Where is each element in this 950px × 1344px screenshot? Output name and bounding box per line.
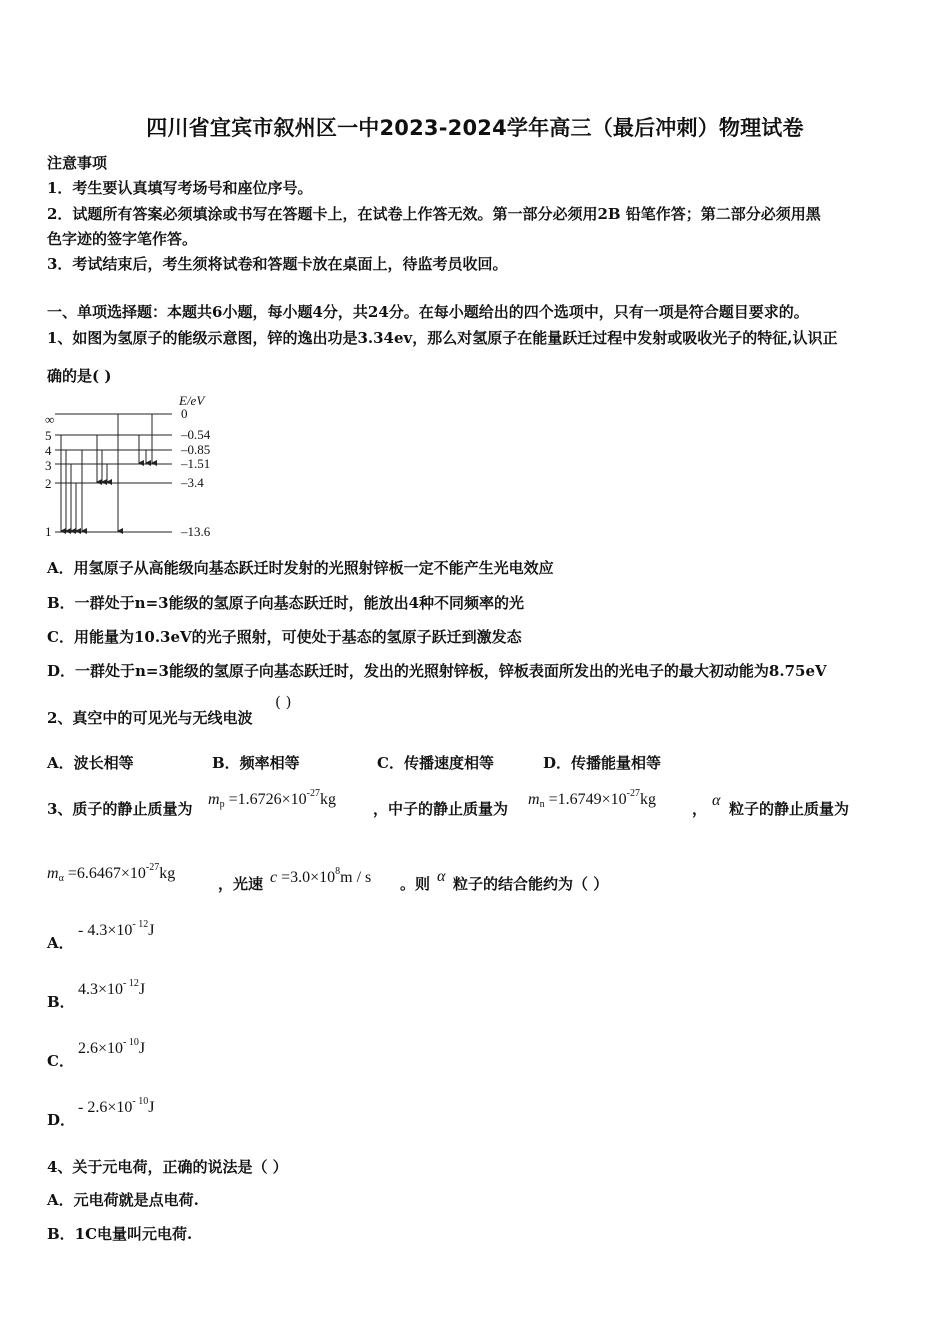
- proton-mass-formula: $m_p =1.6726\times 10^{-27}kg$: [208, 788, 336, 810]
- question-3-stem-g: 粒子的结合能约为（ ）: [453, 875, 609, 893]
- q1-option-d: D．一群处于n=3能级的氢原子向基态跃迁时，发出的光照射锌板，锌板表面所发出的光电子的最大初动能为8.75eV: [47, 662, 827, 680]
- q3-option-b-label: B．: [47, 993, 75, 1011]
- level-energy: –1.51: [181, 456, 211, 471]
- level-energy: –3.4: [181, 475, 204, 490]
- question-3-stem-d: 粒子的静止质量为: [729, 800, 850, 818]
- notice-item: 2．试题所有答案必须填涂或书写在答题卡上，在试卷上作答无效。第一部分必须用2B 铅笔作答；第二部分必须用黑: [47, 205, 821, 223]
- q3-option-d-value: - $2.6\times 10^{- 10}J$: [78, 1096, 155, 1116]
- section-heading: 一、单项选择题：本题共6小题，每小题4分，共24分。在每小题给出的四个选项中，只有一项是符合题目要求的。: [47, 303, 809, 321]
- page-title: 四川省宜宾市叙州区一中2023-2024学年高三（最后冲刺）物理试卷: [146, 116, 804, 140]
- q3-option-a-label: A．: [47, 934, 74, 952]
- question-3-stem: 3、质子的静止质量为: [47, 800, 193, 818]
- level-n: 1: [45, 524, 52, 539]
- q1-option-c: C．用能量为10.3eV的光子照射，可使处于基态的氢原子跃迁到激发态: [47, 628, 522, 646]
- energy-level-diagram: [42, 392, 232, 546]
- level-energy: –0.85: [181, 442, 211, 457]
- notice-item: 1．考生要认真填写考场号和座位序号。: [47, 179, 313, 197]
- q4-option-b: B．1C电量叫元电荷.: [47, 1225, 193, 1243]
- q2-option-b: B．频率相等: [212, 754, 300, 772]
- q1-option-b: B．一群处于n=3能级的氢原子向基态跃迁时，能放出4种不同频率的光: [47, 594, 525, 612]
- question-3-stem-b: ，中子的静止质量为: [373, 800, 509, 818]
- alpha-symbol: α: [712, 792, 721, 809]
- alpha-symbol: α: [437, 868, 446, 885]
- axis-label: E/eV: [179, 393, 205, 408]
- q3-option-c-value: $2.6\times 10^{- 10}J$: [78, 1037, 146, 1057]
- answer-paren: ( ): [275, 693, 292, 711]
- q4-option-a: A．元电荷就是点电荷.: [47, 1191, 199, 1209]
- level-energy: –0.54: [181, 427, 211, 442]
- energy-level-svg: [42, 392, 232, 542]
- question-1-stem-cont: 确的是( ): [47, 367, 112, 385]
- question-3-stem-f: 。则: [400, 875, 431, 893]
- notice-item: 色字迹的签字笔作答。: [47, 230, 198, 248]
- level-energy: 0: [181, 406, 188, 421]
- q3-option-b-value: $4.3\times 10^{- 12}J$: [78, 978, 146, 998]
- q3-option-a-value: - $4.3\times 10^{- 12}J$: [78, 919, 155, 939]
- level-n: 2: [45, 476, 52, 491]
- question-3-stem-e: ，光速: [218, 875, 264, 893]
- level-n: ∞: [45, 412, 55, 427]
- question-3-stem-c: ，: [692, 800, 708, 818]
- notice-heading: 注意事项: [47, 154, 108, 172]
- question-2-stem: 2、真空中的可见光与无线电波: [47, 709, 253, 727]
- question-1-stem: 1、如图为氢原子的能级示意图，锌的逸出功是3.34ev，那么对氢原子在能量跃迁过程中发射或吸收光子的特征,认识正: [47, 329, 838, 347]
- alpha-mass-formula: $m_\alpha =6.6467\times 10^{-27}kg$: [47, 862, 176, 884]
- level-energy: –13.6: [181, 524, 211, 539]
- q3-option-c-label: C．: [47, 1052, 74, 1070]
- q3-option-d-label: D．: [47, 1111, 76, 1129]
- neutron-mass-formula: $m_n =1.6749\times 10^{-27}kg$: [528, 788, 656, 810]
- level-n: 3: [45, 458, 52, 473]
- level-n: 5: [45, 428, 52, 443]
- light-speed-formula: $c =3.0\times 10^8m / s$: [270, 866, 372, 886]
- q2-option-d: D．传播能量相等: [543, 754, 662, 772]
- q1-option-a: A．用氢原子从高能级向基态跃迁时发射的光照射锌板一定不能产生光电效应: [47, 559, 554, 577]
- level-n: 4: [45, 443, 52, 458]
- q2-option-a: A．波长相等: [47, 754, 134, 772]
- notice-item: 3．考试结束后，考生须将试卷和答题卡放在桌面上，待监考员收回。: [47, 255, 508, 273]
- question-4-stem: 4、关于元电荷，正确的说法是（ ）: [47, 1158, 288, 1176]
- q2-option-c: C．传播速度相等: [377, 754, 494, 772]
